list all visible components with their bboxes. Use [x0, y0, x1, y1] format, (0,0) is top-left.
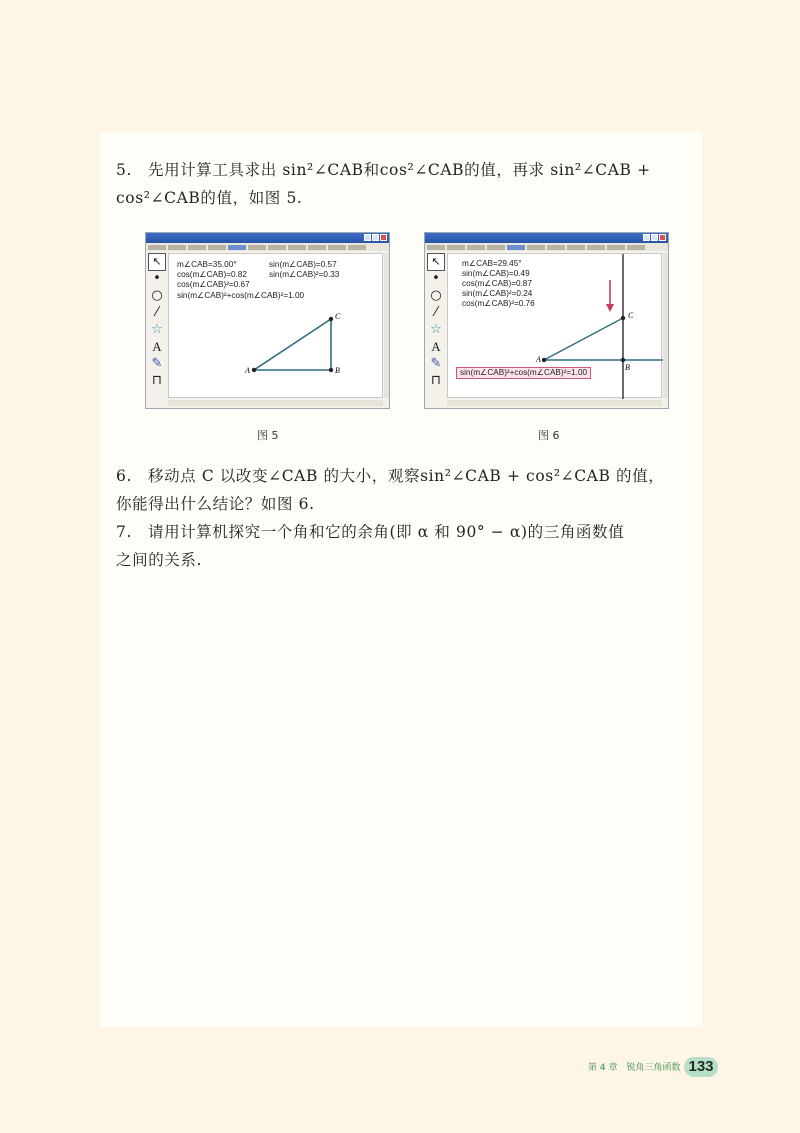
problem-7-line-1: 请用计算机探究一个角和它的余角(即 α 和 90° − α)的三角函数值 — [148, 523, 625, 541]
problem-5 — [116, 156, 691, 212]
problem-6 — [116, 462, 691, 518]
window-title-bar — [425, 233, 668, 243]
point-icon[interactable]: • — [153, 271, 161, 286]
close-icon — [659, 234, 666, 241]
point-b[interactable] — [621, 358, 625, 362]
measure-angle: m∠CAB=35.00° — [177, 260, 237, 269]
label-b: B — [335, 366, 340, 375]
triangle-abc — [254, 319, 331, 370]
horizontal-scrollbar[interactable] — [447, 400, 662, 406]
line-icon[interactable]: ⁄ — [434, 305, 438, 320]
figure-6-screenshot — [424, 232, 669, 409]
measure-cos: cos(m∠CAB)=0.87 — [462, 279, 532, 288]
point-a[interactable] — [252, 368, 256, 372]
marker-icon[interactable]: ✎ — [430, 356, 442, 371]
polygon-icon[interactable]: ☆ — [151, 322, 163, 337]
sketch-canvas[interactable] — [168, 253, 383, 398]
menu-bar — [146, 243, 389, 251]
arrow-select-icon[interactable]: ↖ — [427, 253, 445, 271]
vertical-scrollbar[interactable] — [663, 253, 668, 398]
measure-sin: sin(m∠CAB)=0.57 — [269, 260, 337, 269]
label-b: B — [625, 363, 630, 372]
move-arrow-icon — [606, 304, 614, 312]
problem-7-line-2: 之间的关系. — [116, 551, 203, 569]
menu-bar — [425, 243, 668, 251]
triangle-figure-5 — [169, 254, 384, 399]
window-title-bar — [146, 233, 389, 243]
minimize-icon — [643, 234, 650, 241]
figure-5-caption: 图 5 — [257, 429, 279, 442]
arrow-select-icon[interactable]: ↖ — [148, 253, 166, 271]
measure-sin-squared: sin(m∠CAB)²=0.24 — [462, 289, 533, 298]
marker-icon[interactable]: ✎ — [151, 356, 163, 371]
figure-5-screenshot — [145, 232, 390, 409]
tool-palette — [427, 253, 445, 398]
measure-sum: sin(m∠CAB)²+cos(m∠CAB)²=1.00 — [177, 291, 305, 300]
hypotenuse-ac[interactable] — [544, 318, 623, 360]
measure-sin-squared: sin(m∠CAB)²=0.33 — [269, 270, 340, 279]
problem-6-number: 6. — [116, 467, 132, 485]
close-icon — [380, 234, 387, 241]
tool-palette — [148, 253, 166, 398]
problem-7-number: 7. — [116, 523, 132, 541]
text-icon[interactable]: A — [431, 339, 441, 354]
problem-5-line-1: 先用计算工具求出 sin²∠CAB和cos²∠CAB的值，再求 sin²∠CAB + — [148, 161, 651, 179]
figure-6-caption: 图 6 — [538, 429, 560, 442]
measure-cos: cos(m∠CAB)=0.82 — [177, 270, 247, 279]
point-icon[interactable]: • — [432, 271, 440, 286]
point-a[interactable] — [542, 358, 546, 362]
point-c[interactable] — [329, 317, 333, 321]
measure-cos-squared: cos(m∠CAB)²=0.76 — [462, 299, 535, 308]
point-c[interactable] — [621, 316, 625, 320]
page-number-badge: 133 — [684, 1057, 718, 1077]
chapter-footer: 第 4 章 锐角三角函数 — [588, 1063, 681, 1073]
sketch-canvas[interactable] — [447, 253, 662, 398]
text-icon[interactable]: A — [152, 339, 162, 354]
problem-6-line-2: 你能得出什么结论？如图 6. — [116, 495, 315, 513]
custom-tool-icon[interactable]: ⊓ — [430, 373, 442, 388]
point-b[interactable] — [329, 368, 333, 372]
problem-6-line-1: 移动点 C 以改变∠CAB 的大小，观察sin²∠CAB + cos²∠CAB 的值， — [148, 467, 665, 485]
measure-sum-highlighted: sin(m∠CAB)²+cos(m∠CAB)²=1.00 — [456, 367, 591, 379]
polygon-icon[interactable]: ☆ — [430, 322, 442, 337]
maximize-icon — [372, 234, 379, 241]
problem-5-number: 5. — [116, 161, 132, 179]
horizontal-scrollbar[interactable] — [168, 400, 383, 406]
minimize-icon — [364, 234, 371, 241]
line-icon[interactable]: ⁄ — [155, 305, 159, 320]
label-a: A — [245, 366, 250, 375]
label-c: C — [628, 311, 634, 320]
label-c: C — [335, 312, 341, 321]
measure-sin: sin(m∠CAB)=0.49 — [462, 269, 530, 278]
circle-icon[interactable]: ○ — [430, 288, 442, 303]
measure-angle: m∠CAB=29.45° — [462, 259, 522, 268]
maximize-icon — [651, 234, 658, 241]
measure-cos-squared: cos(m∠CAB)²=0.67 — [177, 280, 250, 289]
problem-7 — [116, 518, 691, 574]
vertical-scrollbar[interactable] — [384, 253, 389, 398]
circle-icon[interactable]: ○ — [151, 288, 163, 303]
problem-5-line-2: cos²∠CAB的值，如图 5. — [116, 189, 303, 207]
custom-tool-icon[interactable]: ⊓ — [151, 373, 163, 388]
label-a: A — [536, 355, 541, 364]
